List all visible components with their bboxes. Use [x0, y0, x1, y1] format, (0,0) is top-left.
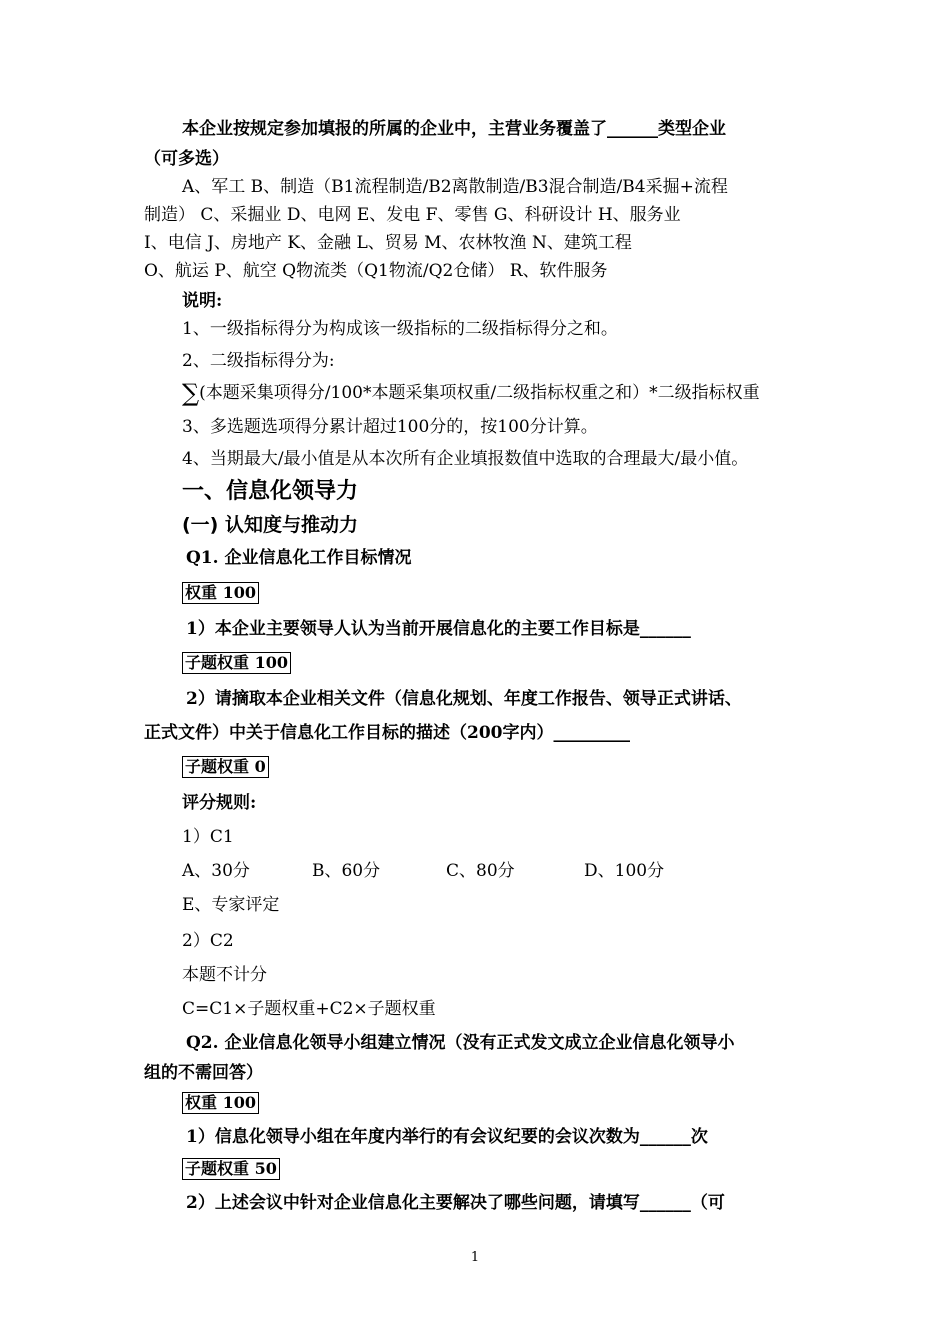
- rules-title: 评分规则:: [182, 793, 257, 813]
- rule-c2: 2）C2: [182, 931, 234, 951]
- q2-sub-1-weight-row: [182, 1158, 280, 1180]
- q1-weight-box: 权重 100: [182, 582, 259, 604]
- q1-sub-1-weight-box: 子题权重 100: [182, 652, 291, 674]
- q2-sub-1-weight-box: 子题权重 50: [182, 1158, 280, 1180]
- rule-no-score: 本题不计分: [182, 965, 267, 985]
- note-formula: [182, 379, 760, 407]
- q2-sub-2-line-1: 2）上述会议中针对企业信息化主要解决了哪些问题，请填写______（可: [186, 1193, 725, 1213]
- intro-options-2: 制造） C、采掘业 D、电网 E、发电 F、零售 G、科研设计 H、服务业: [144, 205, 681, 225]
- subsection-heading: (一) 认知度与推动力: [182, 514, 358, 536]
- rule-formula: C=C1×子题权重+C2×子题权重: [182, 999, 436, 1019]
- q2-title-line-2: 组的不需回答）: [144, 1063, 263, 1083]
- rule-option-c: C、80分: [446, 861, 515, 881]
- note-3: 3、多选题选项得分累计超过100分的，按100分计算。: [182, 417, 598, 437]
- q2-title-line-1: Q2. 企业信息化领导小组建立情况（没有正式发文成立企业信息化领导小: [186, 1033, 735, 1053]
- q1-weight-row: [182, 582, 259, 604]
- q1-sub-2-weight-box: 子题权重 0: [182, 756, 269, 778]
- notes-title: 说明:: [182, 291, 223, 311]
- q1-title: Q1. 企业信息化工作目标情况: [186, 548, 412, 568]
- q2-weight-row: [182, 1092, 259, 1114]
- rule-c1: 1）C1: [182, 827, 234, 847]
- note-2: 2、二级指标得分为:: [182, 351, 335, 371]
- intro-options-3: I、电信 J、房地产 K、金融 L、贸易 M、农林牧渔 N、建筑工程: [144, 233, 632, 253]
- intro-line-2: （可多选）: [144, 149, 229, 169]
- q2-weight-box: 权重 100: [182, 1092, 259, 1114]
- q1-sub-2-line-1: 2）请摘取本企业相关文件（信息化规划、年度工作报告、领导正式讲话、: [186, 689, 742, 709]
- q1-sub-1-weight-row: [182, 652, 291, 674]
- intro-line-1: 本企业按规定参加填报的所属的企业中，主营业务覆盖了______类型企业: [182, 119, 726, 139]
- section-heading: 一、信息化领导力: [182, 479, 359, 504]
- rule-option-b: B、60分: [312, 861, 381, 881]
- note-1: 1、一级指标得分为构成该一级指标的二级指标得分之和。: [182, 319, 618, 339]
- rule-option-d: D、100分: [584, 861, 665, 881]
- q1-sub-2-weight-row: [182, 756, 269, 778]
- q1-sub-2-line-2: 正式文件）中关于信息化工作目标的描述（200字内）_________: [144, 723, 630, 743]
- sum-symbol: ∑: [182, 379, 200, 407]
- q2-sub-1: 1）信息化领导小组在年度内举行的有会议纪要的会议次数为______次: [186, 1127, 708, 1147]
- formula-text: (本题采集项得分/100*本题采集项权重/二级指标权重之和）*二级指标权重: [199, 383, 760, 403]
- intro-options-4: O、航运 P、航空 Q物流类（Q1物流/Q2仓储） R、软件服务: [144, 261, 608, 281]
- rule-option-e: E、专家评定: [182, 895, 280, 915]
- note-4: 4、当期最大/最小值是从本次所有企业填报数值中选取的合理最大/最小值。: [182, 449, 749, 469]
- intro-options-1: A、军工 B、制造（B1流程制造/B2离散制造/B3混合制造/B4采掘+流程: [182, 177, 728, 197]
- page-number: 1: [470, 1250, 480, 1265]
- rule-option-a: A、30分: [182, 861, 250, 881]
- q1-sub-1: 1）本企业主要领导人认为当前开展信息化的主要工作目标是______: [186, 619, 691, 639]
